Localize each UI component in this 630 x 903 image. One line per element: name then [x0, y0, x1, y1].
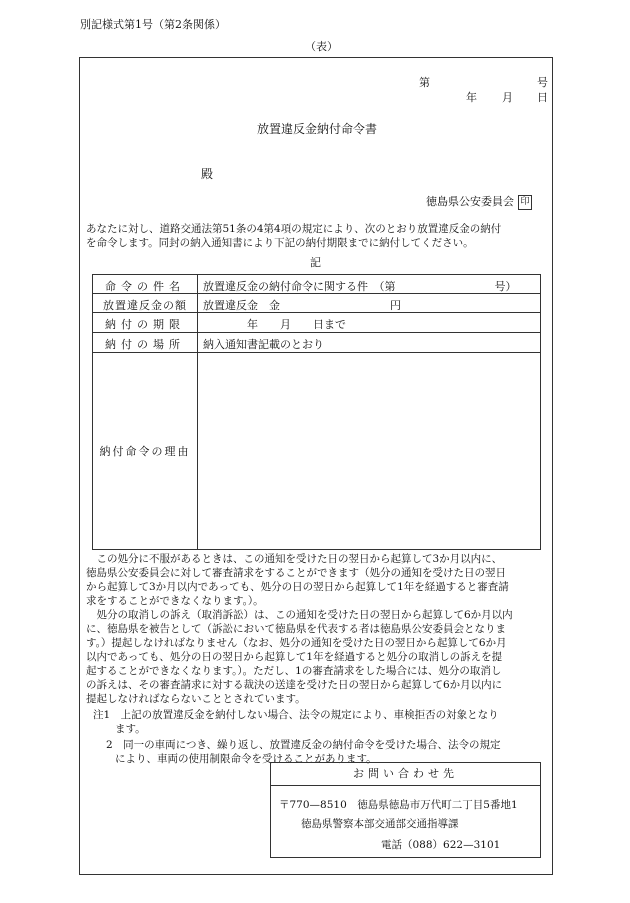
notice-line: に、徳島県を被告として（訴訟において徳島県を代表する者は徳島県公安委員会となりま — [86, 623, 506, 635]
notice-line: 起することができなくなります。）。ただし、1の審査請求をした場合には、処分の取消し — [86, 665, 502, 677]
note-2-line-1: 2 同一の車両につき、繰り返し、放置違反金の納付命令を受けた場合、法令の規定 — [106, 739, 501, 751]
notice-line: から起算して3か月以内であっても、処分の日の翌日から起算して1年を経過すると審査請 — [86, 581, 509, 593]
contact-address: 〒770—8510 徳島県徳島市万代町二丁目5番地1 — [279, 799, 518, 811]
notice-line: 以内であっても、処分の日の翌日から起算して1年を経過すると処分の取消しの訴えを提 — [86, 651, 503, 663]
note-1-line-2: ます。 — [115, 723, 146, 735]
notice-line: この処分に不服があるときは、この通知を受けた日の翌日から起算して3か月以内に、 — [86, 553, 503, 565]
seal-mark: 印 — [518, 195, 532, 210]
intro-line-2: を命令します。同封の納入通知書により下記の納付期限までに納付してください。 — [86, 237, 474, 249]
notice-line: 求をすることができなくなります。）。 — [86, 595, 264, 607]
row-label: 納付の場所 — [105, 338, 185, 351]
row-label: 納付の期限 — [105, 318, 185, 331]
row-label: 放置違反金の額 — [103, 299, 187, 312]
table-row — [93, 294, 540, 313]
notice-line: の訴えは、その審査請求に対する裁決の送達を受けた日の翌日から起算して6か月以内に — [86, 679, 503, 691]
table-row — [93, 313, 540, 333]
contact-title: お問い合わせ先 — [271, 763, 540, 786]
notice-line: す。）提起しなければなりません（なお、処分の通知を受けた日の翌日から起算して6か月 — [86, 637, 507, 649]
notice-line: 処分の取消しの訴え（取消訴訟）は、この通知を受けた日の翌日から起算して6か月以内 — [86, 609, 513, 621]
table-row — [93, 275, 540, 294]
issuer — [426, 193, 532, 210]
row-value: 年 月 日まで — [203, 318, 346, 331]
number-prefix: 第 — [419, 76, 430, 89]
table-row — [93, 353, 540, 549]
number-suffix: 号 — [537, 76, 548, 89]
contact-department: 徳島県警察本部交通部交通指導課 — [301, 818, 459, 830]
date-year: 年 — [466, 91, 477, 104]
date-month: 月 — [502, 91, 513, 104]
note-1-line-1: 注1 上記の放置違反金を納付しない場合、法令の規定により、車検拒否の対象となり — [93, 709, 499, 721]
side-label: （表） — [305, 40, 338, 53]
contact-box — [270, 762, 541, 858]
intro-line-1: あなたに対し、道路交通法第51条の4第4項の規定により、次のとおり放置違反金の納付 — [86, 223, 502, 235]
row-label: 命令の件名 — [105, 280, 185, 293]
notice-line: 提起しなければならないこととされています。 — [86, 693, 306, 705]
issuer-name: 徳島県公安委員会 — [426, 195, 514, 208]
notice-line: 徳島県公安委員会に対して審査請求をすることができます（処分の通知を受けた日の翌日 — [86, 567, 506, 579]
row-label: 納付命令の理由 — [99, 445, 191, 458]
addressee-suffix: 殿 — [201, 167, 214, 181]
document-title: 放置違反金納付命令書 — [257, 122, 378, 136]
row-value: 放置違反金 金 円 — [203, 299, 401, 312]
table-row — [93, 333, 540, 353]
form-label: 別記様式第1号（第2条関係） — [80, 18, 226, 31]
order-table — [92, 274, 541, 550]
note-2-line-2: により、車両の使用制限命令を受けることがあります。 — [115, 753, 377, 765]
date-day: 日 — [537, 91, 548, 104]
contact-phone: 電話（088）622—3101 — [381, 839, 501, 851]
row-value: 納入通知書記載のとおり — [203, 338, 324, 351]
row-value: 放置違反金の納付命令に関する件 （第 号） — [203, 280, 517, 293]
ki-label: 記 — [310, 256, 321, 269]
